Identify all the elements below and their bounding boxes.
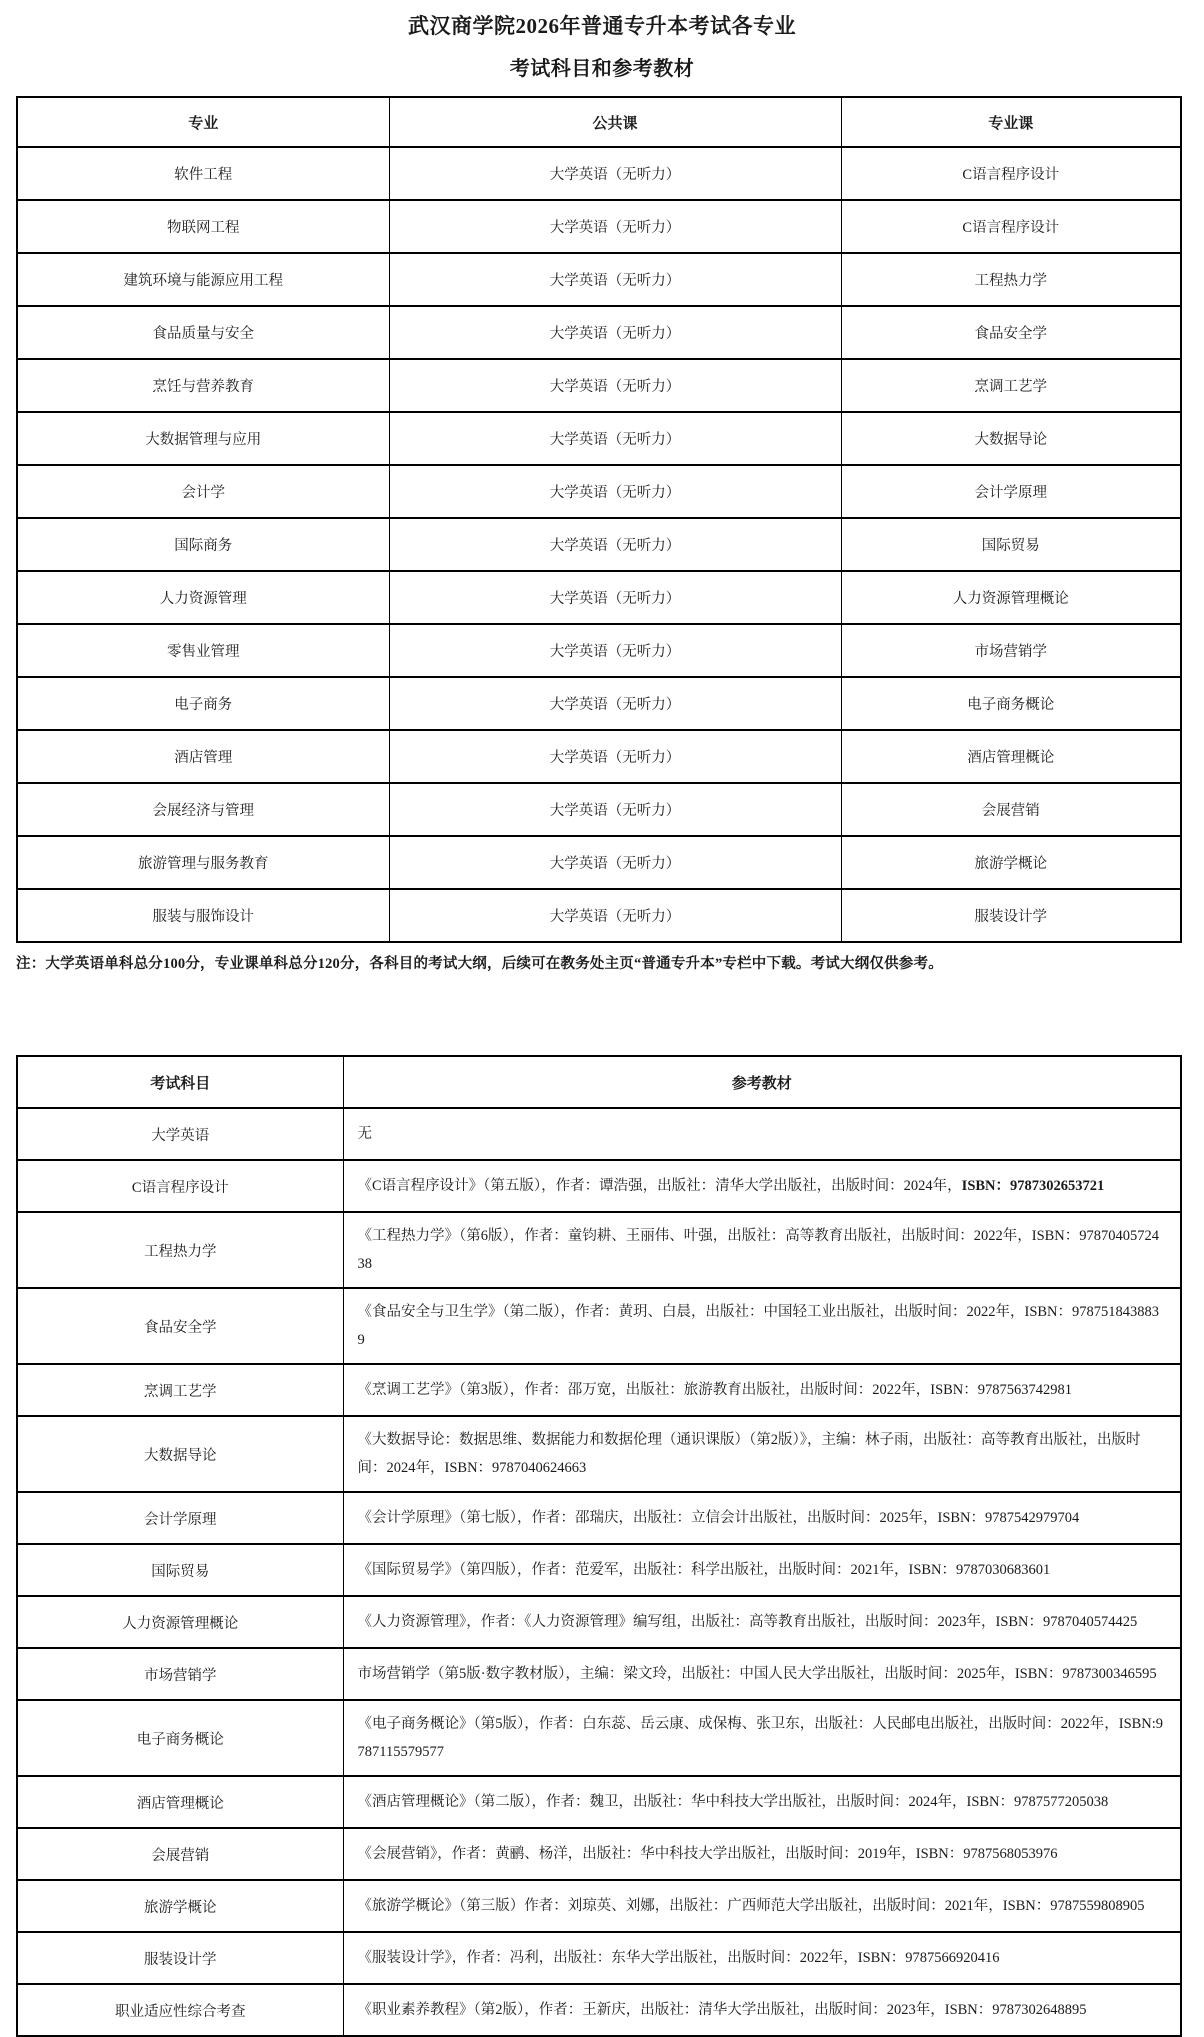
major-name-cell: 旅游管理与服务教育: [17, 836, 389, 889]
exam-subject-cell: 电子商务概论: [17, 1700, 343, 1776]
public-course-cell: 大学英语（无听力）: [389, 253, 841, 306]
material-text: 《会展营销》，作者：黄鹂、杨洋，出版社：华中科技大学出版社，出版时间：2019年，ISBN：9787568053976: [357, 1846, 1058, 1862]
material-row: [17, 1492, 1181, 1544]
major-row: [17, 253, 1181, 306]
major-name-cell: 酒店管理: [17, 730, 389, 783]
major-row: [17, 677, 1181, 730]
material-text: 《职业素养教程》（第2版），作者：王新庆，出版社：清华大学出版社，出版时间：2023年，ISBN：9787302648895: [357, 2002, 1087, 2018]
material-text: 《会计学原理》（第七版），作者：邵瑞庆，出版社：立信会计出版社，出版时间：2025年，ISBN：9787542979704: [357, 1510, 1080, 1526]
major-row: [17, 836, 1181, 889]
reference-material-cell: [343, 1700, 1181, 1776]
major-row: [17, 306, 1181, 359]
public-course-cell: 大学英语（无听力）: [389, 889, 841, 942]
professional-course-cell: 市场营销学: [841, 624, 1181, 677]
material-text: 无: [357, 1126, 372, 1142]
major-name-cell: 人力资源管理: [17, 571, 389, 624]
public-course-cell: 大学英语（无听力）: [389, 147, 841, 200]
major-name-cell: 建筑环境与能源应用工程: [17, 253, 389, 306]
material-row: [17, 1596, 1181, 1648]
public-course-cell: 大学英语（无听力）: [389, 730, 841, 783]
material-text: 《电子商务概论》（第5版），作者：白东蕊、岳云康、成保梅、张卫东，出版社：人民邮电出版社，出版时间：2022年，ISBN:9787115579577: [357, 1716, 1164, 1760]
header-exam-subject: 考试科目: [17, 1056, 343, 1108]
professional-course-cell: 人力资源管理概论: [841, 571, 1181, 624]
major-name-cell: 烹饪与营养教育: [17, 359, 389, 412]
public-course-cell: 大学英语（无听力）: [389, 677, 841, 730]
professional-course-cell: 烹调工艺学: [841, 359, 1181, 412]
exam-subject-cell: 市场营销学: [17, 1648, 343, 1700]
page-title-line1: 武汉商学院2026年普通专升本考试各专业: [408, 14, 796, 38]
material-text: 《C语言程序设计》（第五版），作者：谭浩强，出版社：清华大学出版社，出版时间：2024年，: [357, 1178, 962, 1194]
material-row: [17, 1932, 1181, 1984]
major-row: [17, 147, 1181, 200]
material-text: 《食品安全与卫生学》（第二版），作者：黄玥、白晨，出版社：中国轻工业出版社，出版时间：2022年，ISBN：9787518438839: [357, 1304, 1160, 1348]
public-course-cell: 大学英语（无听力）: [389, 571, 841, 624]
public-course-cell: 大学英语（无听力）: [389, 359, 841, 412]
major-row: [17, 359, 1181, 412]
material-text: 市场营销学（第5版·数字教材版），主编：梁文玲，出版社：中国人民大学出版社，出版时间：2025年，ISBN：9787300346595: [357, 1666, 1157, 1682]
exam-subject-cell: 大数据导论: [17, 1416, 343, 1492]
material-row: [17, 1544, 1181, 1596]
reference-material-cell: [343, 1776, 1181, 1828]
header-public-course: 公共课: [389, 97, 841, 147]
professional-course-cell: C语言程序设计: [841, 200, 1181, 253]
exam-subject-cell: 旅游学概论: [17, 1880, 343, 1932]
majors-table-header-row: [17, 97, 1181, 147]
page-title-line2: 考试科目和参考教材: [509, 58, 695, 80]
professional-course-cell: 会计学原理: [841, 465, 1181, 518]
reference-material-cell: [343, 1880, 1181, 1932]
professional-course-cell: 酒店管理概论: [841, 730, 1181, 783]
reference-material-cell: [343, 1544, 1181, 1596]
public-course-cell: 大学英语（无听力）: [389, 412, 841, 465]
major-row: [17, 624, 1181, 677]
material-text: 《工程热力学》（第6版），作者：童钧耕、王丽伟、叶强，出版社：高等教育出版社，出版时间：2022年，ISBN：9787040572438: [357, 1228, 1160, 1272]
exam-subject-cell: 大学英语: [17, 1108, 343, 1160]
public-course-cell: 大学英语（无听力）: [389, 836, 841, 889]
major-name-cell: 食品质量与安全: [17, 306, 389, 359]
professional-course-cell: C语言程序设计: [841, 147, 1181, 200]
reference-material-cell: [343, 1932, 1181, 1984]
reference-material-cell: [343, 1160, 1181, 1212]
major-name-cell: 国际商务: [17, 518, 389, 571]
exam-subject-cell: 工程热力学: [17, 1212, 343, 1288]
material-row: [17, 1776, 1181, 1828]
major-row: [17, 518, 1181, 571]
professional-course-cell: 会展营销: [841, 783, 1181, 836]
material-row: [17, 1700, 1181, 1776]
exam-subject-cell: 食品安全学: [17, 1288, 343, 1364]
professional-course-cell: 国际贸易: [841, 518, 1181, 571]
exam-subject-cell: 职业适应性综合考查: [17, 1984, 343, 2036]
score-note: 注：大学英语单科总分100分，专业课单科总分120分，各科目的考试大纲，后续可在教务处主页“普通专升本”专栏中下载。考试大纲仅供参考。: [16, 956, 943, 972]
material-text: 《人力资源管理》，作者：《人力资源管理》编写组，出版社：高等教育出版社，出版时间：2023年，ISBN：9787040574425: [357, 1614, 1138, 1630]
exam-subject-cell: 烹调工艺学: [17, 1364, 343, 1416]
public-course-cell: 大学英语（无听力）: [389, 306, 841, 359]
materials-table-header-row: [17, 1056, 1181, 1108]
public-course-cell: 大学英语（无听力）: [389, 465, 841, 518]
material-row: [17, 1648, 1181, 1700]
reference-materials-table: [16, 1055, 1182, 2037]
professional-course-cell: 食品安全学: [841, 306, 1181, 359]
major-name-cell: 会展经济与管理: [17, 783, 389, 836]
header-major: 专业: [17, 97, 389, 147]
reference-material-cell: [343, 1984, 1181, 2036]
material-row: [17, 1416, 1181, 1492]
reference-material-cell: [343, 1492, 1181, 1544]
material-row: [17, 1828, 1181, 1880]
major-name-cell: 软件工程: [17, 147, 389, 200]
material-row: [17, 1984, 1181, 2036]
major-row: [17, 412, 1181, 465]
exam-subject-cell: 酒店管理概论: [17, 1776, 343, 1828]
public-course-cell: 大学英语（无听力）: [389, 624, 841, 677]
major-name-cell: 服装与服饰设计: [17, 889, 389, 942]
material-row: [17, 1212, 1181, 1288]
material-row: [17, 1364, 1181, 1416]
major-row: [17, 730, 1181, 783]
professional-course-cell: 服装设计学: [841, 889, 1181, 942]
exam-subject-cell: 会展营销: [17, 1828, 343, 1880]
major-row: [17, 783, 1181, 836]
material-text: 《旅游学概论》（第三版）作者：刘琼英、刘娜，出版社：广西师范大学出版社，出版时间：2021年，ISBN：9787559808905: [357, 1898, 1145, 1914]
reference-material-cell: [343, 1108, 1181, 1160]
material-text: 《烹调工艺学》（第3版），作者：邵万宽，出版社：旅游教育出版社，出版时间：2022年，ISBN：9787563742981: [357, 1382, 1073, 1398]
material-row: [17, 1108, 1181, 1160]
reference-material-cell: [343, 1828, 1181, 1880]
reference-material-cell: [343, 1288, 1181, 1364]
header-professional-course: 专业课: [841, 97, 1181, 147]
section-spacer: [16, 973, 1188, 1055]
majors-subjects-table: [16, 96, 1182, 943]
major-row: [17, 571, 1181, 624]
material-text: 《国际贸易学》（第四版），作者：范爱军，出版社：科学出版社，出版时间：2021年，ISBN：9787030683601: [357, 1562, 1051, 1578]
material-row: [17, 1160, 1181, 1212]
reference-material-cell: [343, 1596, 1181, 1648]
exam-subject-cell: 服装设计学: [17, 1932, 343, 1984]
major-name-cell: 会计学: [17, 465, 389, 518]
exam-subject-cell: 会计学原理: [17, 1492, 343, 1544]
reference-material-cell: [343, 1212, 1181, 1288]
header-reference-material: 参考教材: [343, 1056, 1181, 1108]
material-text: 《酒店管理概论》（第二版），作者：魏卫，出版社：华中科技大学出版社，出版时间：2024年，ISBN：9787577205038: [357, 1794, 1109, 1810]
major-name-cell: 大数据管理与应用: [17, 412, 389, 465]
reference-material-cell: [343, 1364, 1181, 1416]
major-name-cell: 电子商务: [17, 677, 389, 730]
major-row: [17, 465, 1181, 518]
exam-subject-cell: C语言程序设计: [17, 1160, 343, 1212]
exam-subject-cell: 人力资源管理概论: [17, 1596, 343, 1648]
major-row: [17, 889, 1181, 942]
major-name-cell: 零售业管理: [17, 624, 389, 677]
material-text: 《大数据导论：数据思维、数据能力和数据伦理（通识课版）（第2版）》，主编：林子雨，出版社：高等教育出版社，出版时间：2024年，ISBN：9787040624663: [357, 1432, 1141, 1476]
major-row: [17, 200, 1181, 253]
public-course-cell: 大学英语（无听力）: [389, 518, 841, 571]
professional-course-cell: 旅游学概论: [841, 836, 1181, 889]
material-isbn-bold: ISBN：9787302653721: [961, 1178, 1105, 1194]
material-text: 《服装设计学》，作者：冯利，出版社：东华大学出版社，出版时间：2022年，ISBN：9787566920416: [357, 1950, 1000, 1966]
professional-course-cell: 电子商务概论: [841, 677, 1181, 730]
public-course-cell: 大学英语（无听力）: [389, 200, 841, 253]
reference-material-cell: [343, 1416, 1181, 1492]
professional-course-cell: 工程热力学: [841, 253, 1181, 306]
professional-course-cell: 大数据导论: [841, 412, 1181, 465]
exam-subject-cell: 国际贸易: [17, 1544, 343, 1596]
major-name-cell: 物联网工程: [17, 200, 389, 253]
reference-material-cell: [343, 1648, 1181, 1700]
material-row: [17, 1288, 1181, 1364]
public-course-cell: 大学英语（无听力）: [389, 783, 841, 836]
material-row: [17, 1880, 1181, 1932]
